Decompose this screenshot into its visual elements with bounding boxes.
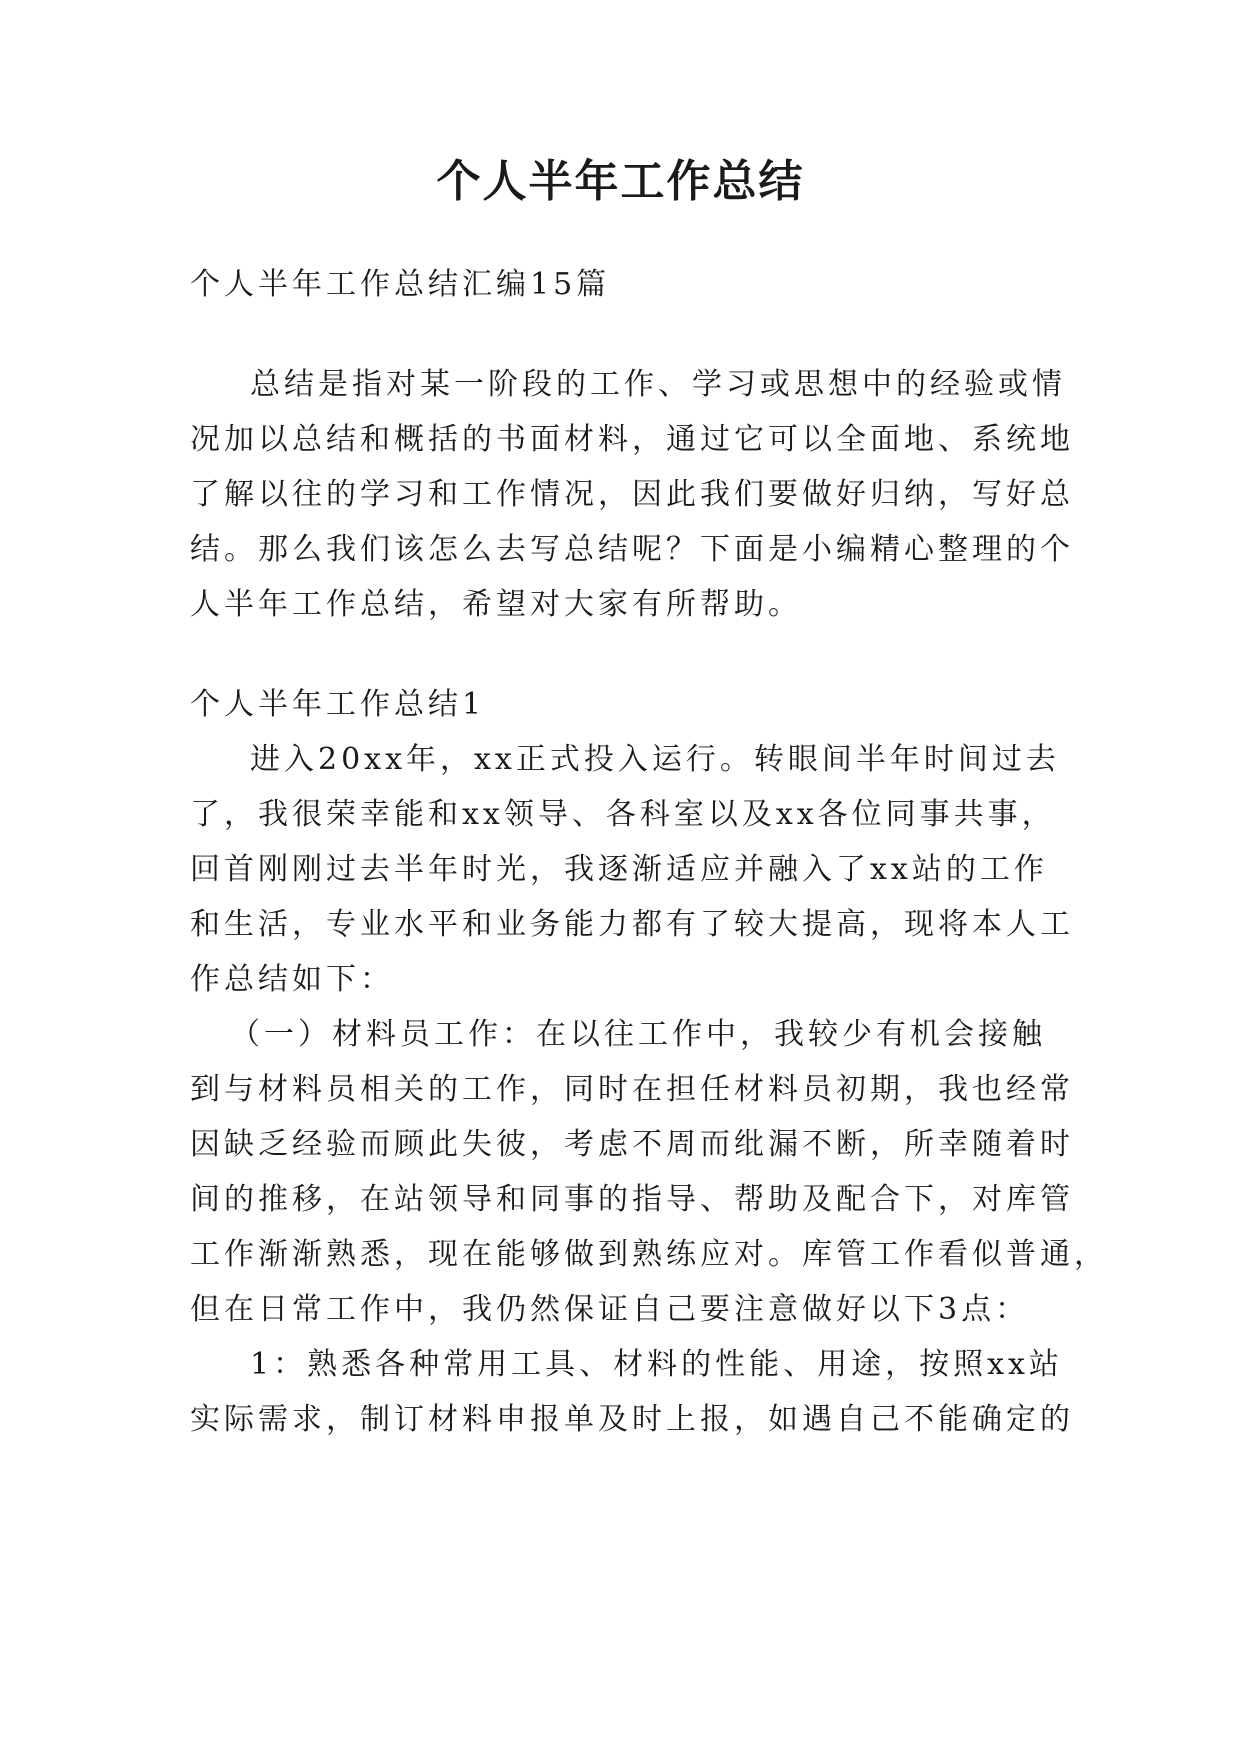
paragraph-line: 工作渐渐熟悉，现在能够做到熟练应对。库管工作看似普通， [190, 1237, 1108, 1272]
paragraph-line: 和生活，专业水平和业务能力都有了较大提高，现将本人工 [190, 907, 1074, 942]
paragraph-line: 到与材料员相关的工作，同时在担任材料员初期，我也经常 [190, 1072, 1074, 1107]
intro-line: 结。那么我们该怎么去写总结呢？下面是小编精心整理的个 [190, 532, 1074, 567]
paragraph-line: 间的推移，在站领导和同事的指导、帮助及配合下，对库管 [190, 1182, 1074, 1217]
paragraph-line: 因缺乏经验而顾此失彼，考虑不周而纰漏不断，所幸随着时 [190, 1127, 1074, 1162]
paragraph-line: 实际需求，制订材料申报单及时上报，如遇自己不能确定的 [190, 1402, 1074, 1437]
paragraph-line: （一）材料员工作：在以往工作中，我较少有机会接触 [230, 1017, 1046, 1052]
section-heading: 个人半年工作总结1 [190, 687, 486, 722]
paragraph-line: 1：熟悉各种常用工具、材料的性能、用途，按照xx站 [250, 1347, 1063, 1382]
paragraph-line: 回首刚刚过去半年时光，我逐渐适应并融入了xx站的工作 [190, 852, 1048, 887]
paragraph-line: 进入20xx年，xx正式投入运行。转眼间半年时间过去 [250, 742, 1060, 777]
paragraph-line: 了，我很荣幸能和xx领导、各科室以及xx各位同事共事， [190, 797, 1056, 832]
paragraph-line: 但在日常工作中，我仍然保证自己要注意做好以下3点： [190, 1292, 1030, 1327]
paragraph-line: 作总结如下： [190, 962, 394, 997]
intro-line: 总结是指对某一阶段的工作、学习或思想中的经验或情 [250, 367, 1066, 402]
document-subtitle: 个人半年工作总结汇编15篇 [190, 267, 611, 302]
intro-line: 况加以总结和概括的书面材料，通过它可以全面地、系统地 [190, 422, 1074, 457]
intro-line: 了解以往的学习和工作情况，因此我们要做好归纳，写好总 [190, 477, 1074, 512]
document-title: 个人半年工作总结 [436, 156, 805, 207]
intro-line: 人半年工作总结，希望对大家有所帮助。 [190, 587, 802, 622]
